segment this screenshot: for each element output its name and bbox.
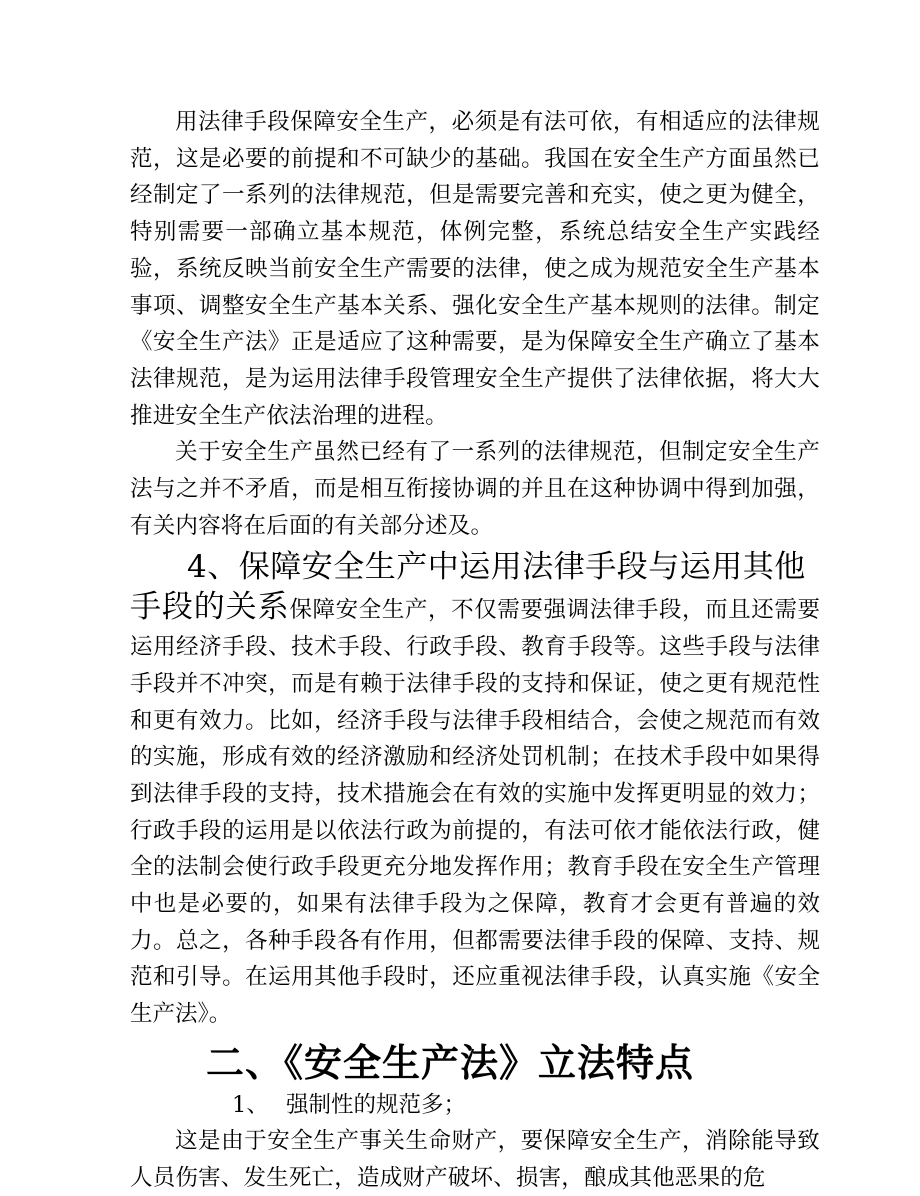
list-item-text: 强制性的规范多； (286, 1091, 467, 1118)
document-page (130, 104, 820, 1196)
list-item-number: 1、 (232, 1091, 269, 1118)
paragraph-mandatory-norms: 这是由于安全生产事关生命财产，要保障安全生产，消除能导致人员伤害、发生死亡，造成财产破坏、损害，酿成其他恶果的危 (130, 1127, 820, 1191)
heading-4-section (130, 546, 820, 1032)
list-item (130, 1089, 820, 1121)
heading-4-paragraph (130, 589, 820, 1032)
paragraph-other-means: 保障安全生产，不仅需要强调法律手段，而且还需要运用经济手段、技术手段、行政手段、教育手段等。这些手段与法律手段并不冲突，而是有赖于法律手段的支持和保证，使之更有规范性和更有效力。比如，经济手段与法律手段相结合，会使之规范而有效的实施，形成有效的经济激励和经济处罚机制；在技术手段中如果得到法律手段的支持，技术措施会在有效的实施中发挥更明显的效力；行政手段的运用是以依法行政为前提的，有法可依才能依法行政，健全的法制会使行政手段更充分地发挥作用；教育手段在安全生产管理中也是必要的，如果有法律手段为之保障，教育才会更有普遍的效力。总之，各种手段各有作用，但都需要法律手段的保障、支持、规范和引导。在运用其他手段时，还应重视法律手段，认真实施《安全生产法》。 (130, 597, 820, 1028)
paragraph-coordination: 关于安全生产虽然已经有了一系列的法律规范，但制定安全生产法与之并不矛盾，而是相互衔接协调的并且在这种协调中得到加强，有关内容将在后面的有关部分述及。 (130, 439, 820, 539)
paragraph-legal-basis: 用法律手段保障安全生产，必须是有法可依，有相适应的法律规范，这是必要的前提和不可缺少的基础。我国在安全生产方面虽然已经制定了一系列的法律规范，但是需要完善和充实，使之更为健全，特别需要一部确立基本规范，体例完整，系统总结安全生产实践经验，系统反映当前安全生产需要的法律，使之成为规范安全生产基本事项、调整安全生产基本关系、强化安全生产基本规则的法律。制定《安全生产法》正是适应了这种需要，是为保障安全生产确立了基本法律规范，是为运用法律手段管理安全生产提供了法律依据，将大大推进安全生产依法治理的进程。 (130, 109, 820, 429)
section-title: 二、《安全生产法》立法特点 (206, 1039, 695, 1085)
heading-4-title: 4、保障安全生产中运用法律手段与运用其他 (187, 549, 806, 586)
heading-4-title-continued: 手段的关系 (130, 589, 290, 626)
